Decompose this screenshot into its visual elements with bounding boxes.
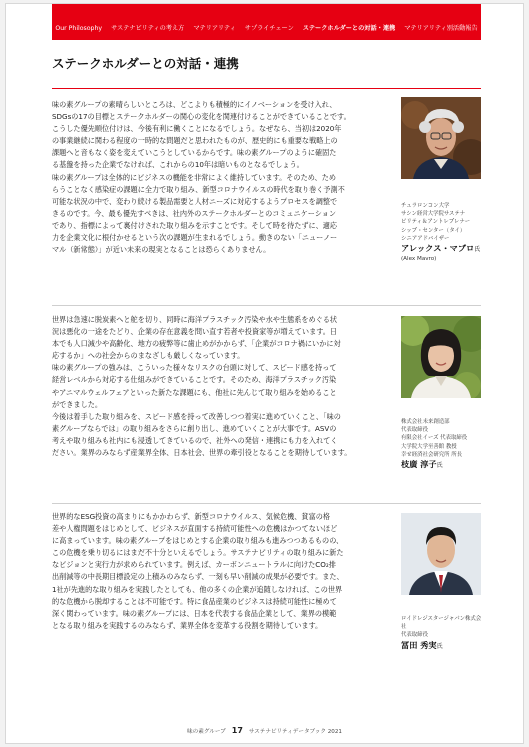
comment-1-line: 力を企業文化に根付かせるという次の課題が生まれるでしょう。動きのない「ニューノー	[52, 233, 338, 243]
footer-company: 味の素グループ	[187, 729, 226, 735]
affiliation-line: ロイドレジスタージャパン株式会社	[401, 616, 482, 631]
comment-1-line: 味の素グループは全体的にビジネスの機能を非常によく維持しています。そのため、ため	[52, 172, 336, 182]
nav-item-sustainability-approach[interactable]: サステナビリティの考え方	[111, 24, 185, 32]
affiliation-line: シップ・センター（タイ）	[401, 227, 466, 234]
nav-item-stakeholder-dialogue[interactable]: ステークホルダーとの対話・連携	[302, 24, 396, 32]
section-divider	[52, 503, 481, 504]
profile-caption-1	[401, 202, 485, 263]
person-name-row	[401, 243, 485, 255]
affiliation-line: 有限会社イーズ 代表取締役	[401, 435, 468, 442]
comment-2-line: 今後は着手した取り組みを、スピード感を持って改善しつつ着実に進めていくこと、「味の	[52, 411, 341, 421]
comment-1-line: きるのです。今、最も優先すべきは、社内外のステークホルダーとのコミュニケーション	[52, 208, 337, 218]
portrait-photo-alex-mavro	[401, 97, 481, 179]
profile-caption-3	[401, 615, 485, 652]
affiliation-line: 代表取締役	[401, 632, 428, 639]
person-name: 枝廣 淳子	[401, 459, 437, 470]
comment-3-line: この危機を乗り切るにはまだ不十分といえるでしょう。サステナビリティの取り組みに新た	[52, 548, 344, 558]
comment-1-line: らうことなく感染症の課題に全力で取り組み、新型コロナウイルスの時代を取り巻く予測不	[52, 184, 345, 194]
affiliation-line: シニアアドバイザー	[401, 235, 450, 242]
comment-1-line: SDGsの17の目標とステークホルダーの関心の変化を関連付けることができていることです。	[52, 112, 351, 122]
comment-2-line: ださい。業界のみならず産業界全体、日本社会、世界の牽引役となることを期待しています。	[52, 448, 352, 458]
comment-3-line: に高まっています。味の素グループをはじめとする企業の取り組みも進みつつあるものの、	[52, 536, 344, 546]
section-divider	[52, 305, 481, 306]
nav-item-materiality[interactable]: マテリアリティ	[193, 24, 236, 32]
nav-item-supply-chain[interactable]: サプライチェーン	[244, 24, 294, 32]
comment-2-line: 世界は急速に脱炭素へと舵を切り、同時に海洋プラスチック汚染や水や生態系をめぐる状	[52, 315, 338, 324]
page	[5, 3, 524, 744]
comment-2-line: 本でも人口減少や高齢化、地方の疲弊等に歯止めがかからず、「企業がコロナ禍にいかに対	[52, 339, 341, 349]
comment-3-line: 出削減等の中長期目標設定の上積みのみならず、一刻も早い削減の成果が必要です。また、	[52, 572, 344, 582]
comment-1-line: 課題へと音もなく姿を変えていこうとしているからです。味の素グループのように確固た	[52, 148, 337, 158]
honorific: 氏	[474, 246, 481, 254]
page-title: ステークホルダーとの対話・連携	[52, 56, 239, 71]
comment-3-line: 1社が先進的な取り組みを実践したとしても、他の多くの企業が追随しなければ、この世界	[52, 584, 343, 594]
comment-3-line: 深く関わっています。味の素グループには、日本を代表する食品企業として、業界の模範	[52, 608, 337, 618]
comment-2-line: 味の素グループの強みは、こういった様々なリスクの台頭に対して、スピード感を持って	[52, 363, 337, 373]
person-name-roman: (Alex Mavro)	[401, 256, 437, 263]
page-footer	[6, 726, 523, 735]
comment-3-text	[52, 511, 392, 632]
comment-1-line: マル（新常態）」が近い未来の現実となることは恐らくありません。	[52, 245, 271, 255]
comment-3-line: となる取り組みを実践するのみならず、業界全体を変革する役割を期待しています。	[52, 620, 323, 630]
affiliation-line: チュラロンコン大学	[401, 203, 450, 209]
comment-1-line: こうした優先順位付けは、今後有利に働くことになるでしょう。なぜなら、当初は2020年	[52, 124, 342, 134]
portrait-photo-hidemi-tomita	[401, 513, 481, 595]
affiliation-line: 大学院大学至善館 教授	[401, 443, 457, 450]
portrait-image	[401, 316, 481, 398]
comment-1-line: の事業継続に関わる程度の一時的な問題だと思われたものが、歴史的にも重要な戦略上の	[52, 136, 338, 146]
comment-1-line: る基盤を持った企業でなければ、これからの10年は暗いものとなるでしょう。	[52, 160, 304, 170]
portrait-image	[401, 97, 481, 179]
comment-3-line: なビジョンと実行力が求められています。例えば、カーボンニュートラルに向けたCO₂排	[52, 560, 336, 570]
nav-item-materiality-reports[interactable]: マテリアリティ別活動報告	[404, 24, 478, 32]
honorific: 氏	[436, 462, 443, 470]
comment-1-line: 味の素グループの素晴らしいところは、どこよりも積極的にイノベーションを受け入れ、	[52, 100, 337, 109]
portrait-photo-junko-edahiro	[401, 316, 481, 398]
comment-2-line: 応するか」への社会からのまなざしも厳しくなっています。	[52, 351, 245, 361]
affiliation-line: 代表取締役	[401, 427, 428, 434]
person-name-row	[401, 459, 485, 471]
comment-3-line: 世界的なESG投資の高まりにもかかわらず、新型コロナウイルス、気候危機、貧富の格	[52, 512, 330, 521]
comment-3-line: 的な危機から脱却することは不可能です。特に食品産業のビジネスは持続可能性に極めて	[52, 596, 337, 606]
footer-publication: サステナビリティデータブック 2021	[248, 729, 342, 735]
comment-2-line: 考えや取り組みも社内にも浸透してきているので、社外への発信・連携にも力を入れてく	[52, 435, 338, 445]
person-name: アレックス・マブロ	[401, 243, 475, 254]
top-navigation	[52, 4, 481, 40]
comment-2-line: やアニマルウェルフェアといった新たな課題にも、他社に先んじて取り組みを始めること	[52, 387, 337, 397]
comment-2-line: 経営レベルから対応する仕組みができていることです。そのため、海洋プラスチック汚染	[52, 375, 337, 385]
affiliation-line: 株式会社未来創造部	[401, 419, 450, 425]
comment-2-line: 況は悪化の一途をたどり、企業の存在意義を問い直す若者や投資家等が増えています。日	[52, 327, 338, 337]
affiliation-line: サシン経営大学院サステナ	[401, 211, 466, 218]
person-name-row	[401, 640, 485, 652]
honorific: 氏	[436, 642, 443, 650]
portrait-image	[401, 513, 481, 595]
page-number: 17	[231, 726, 243, 735]
title-divider	[52, 88, 481, 89]
comment-2-line: 素グループならでは」の取り組みをさらに創り出し、進めていくことが大事です。ASVの	[52, 423, 337, 433]
comment-1-line: 可能な状況の中で、変わり続ける製品需要と人材ニーズに対応するようプロセスを調整で	[52, 196, 338, 206]
comment-1-line: であり、指標によって裏付けされた取り組みを示すことです。そして時を待たずに、適応	[52, 220, 338, 230]
comment-2-line: ができました。	[52, 399, 102, 409]
affiliation-line: 幸せ経済社会研究所 所長	[401, 451, 463, 458]
comment-3-line: 差や人権問題をはじめとして、ビジネスが直面する持続可能性への危機はかつてないほど	[52, 524, 338, 534]
comment-2-text	[52, 314, 392, 459]
profile-caption-2	[401, 418, 485, 471]
affiliation-line: ビリティ＆アントレプレナー	[401, 219, 471, 226]
person-name: 冨田 秀実	[401, 639, 437, 650]
comment-1-text	[52, 99, 392, 256]
nav-item-our-philosophy[interactable]: Our Philosophy	[55, 24, 103, 32]
